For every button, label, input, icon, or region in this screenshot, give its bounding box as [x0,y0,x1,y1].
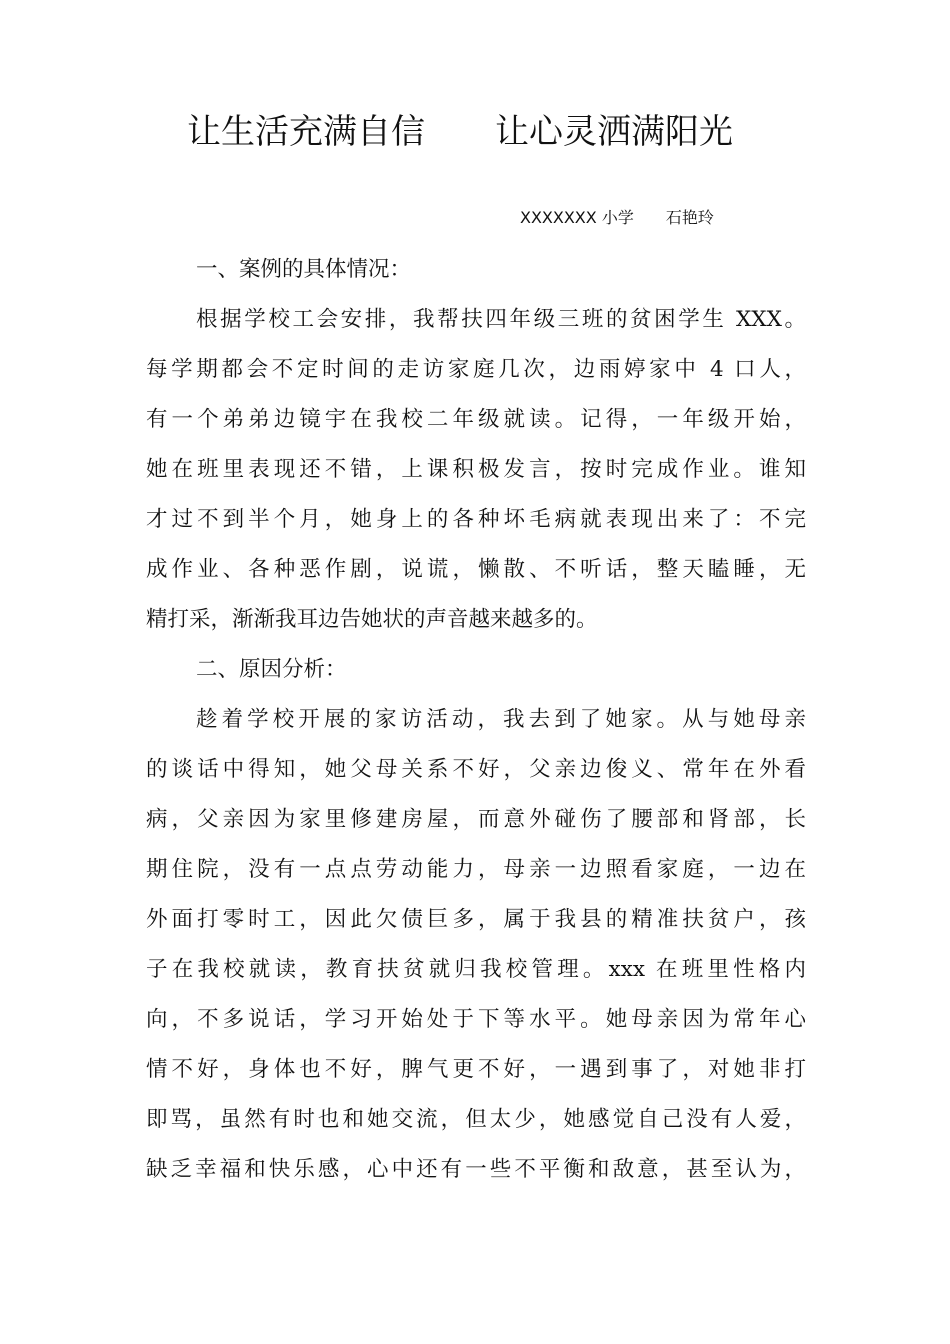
paragraph-line: 情不好，身体也不好，脾气更不好，一遇到事了，对她非打 [146,1057,806,1082]
paragraph-line: 每学期都会不定时间的走访家庭几次，边雨婷家中 4 口人， [146,357,806,382]
paragraph-line: 缺乏幸福和快乐感，心中还有一些不平衡和敌意，甚至认为， [146,1157,806,1182]
paragraph-line: 外面打零时工，因此欠债巨多，属于我县的精准扶贫户，孩 [146,907,806,932]
paragraph-line: 精打采，渐渐我耳边告她状的声音越来越多的。 [146,607,598,632]
title-part-2: 让心灵洒满阳光 [495,112,733,152]
section-2-heading: 二、原因分析： [196,657,347,682]
paragraph-line: 即骂，虽然有时也和她交流，但太少，她感觉自己没有人爱， [146,1107,806,1132]
section-1-paragraph [146,295,806,645]
school-name: XXXXXXX 小学 [520,208,634,227]
paragraph-line: 根据学校工会安排，我帮扶四年级三班的贫困学生 XXX。 [196,307,806,332]
paragraph-line: 的谈话中得知，她父母关系不好，父亲边俊义、常年在外看 [146,757,806,782]
paragraph-line: 成作业、各种恶作剧，说谎，懒散、不听话，整天瞌睡，无 [146,557,806,582]
section-1-heading: 一、案例的具体情况： [196,257,412,282]
document-title [0,108,920,156]
author-name: 石艳玲 [665,208,714,227]
section-2-paragraph [146,695,806,1195]
paragraph-line: 才过不到半个月，她身上的各种坏毛病就表现出来了：不完 [146,507,806,532]
paragraph-line: 有一个弟弟边镜宇在我校二年级就读。记得，一年级开始， [146,407,806,432]
paragraph-line: 她在班里表现还不错，上课积极发言，按时完成作业。谁知 [146,457,806,482]
author-byline [520,205,714,231]
paragraph-line: 期住院，没有一点点劳动能力，母亲一边照看家庭，一边在 [146,857,806,882]
paragraph-line: 趁着学校开展的家访活动，我去到了她家。从与她母亲 [196,707,806,732]
paragraph-line: 病，父亲因为家里修建房屋，而意外碰伤了腰部和肾部，长 [146,807,806,832]
title-part-1: 让生活充满自信 [187,112,425,152]
paragraph-line: 子在我校就读，教育扶贫就归我校管理。xxx 在班里性格内 [146,957,806,982]
paragraph-line: 向，不多说话，学习开始处于下等水平。她母亲因为常年心 [146,1007,806,1032]
